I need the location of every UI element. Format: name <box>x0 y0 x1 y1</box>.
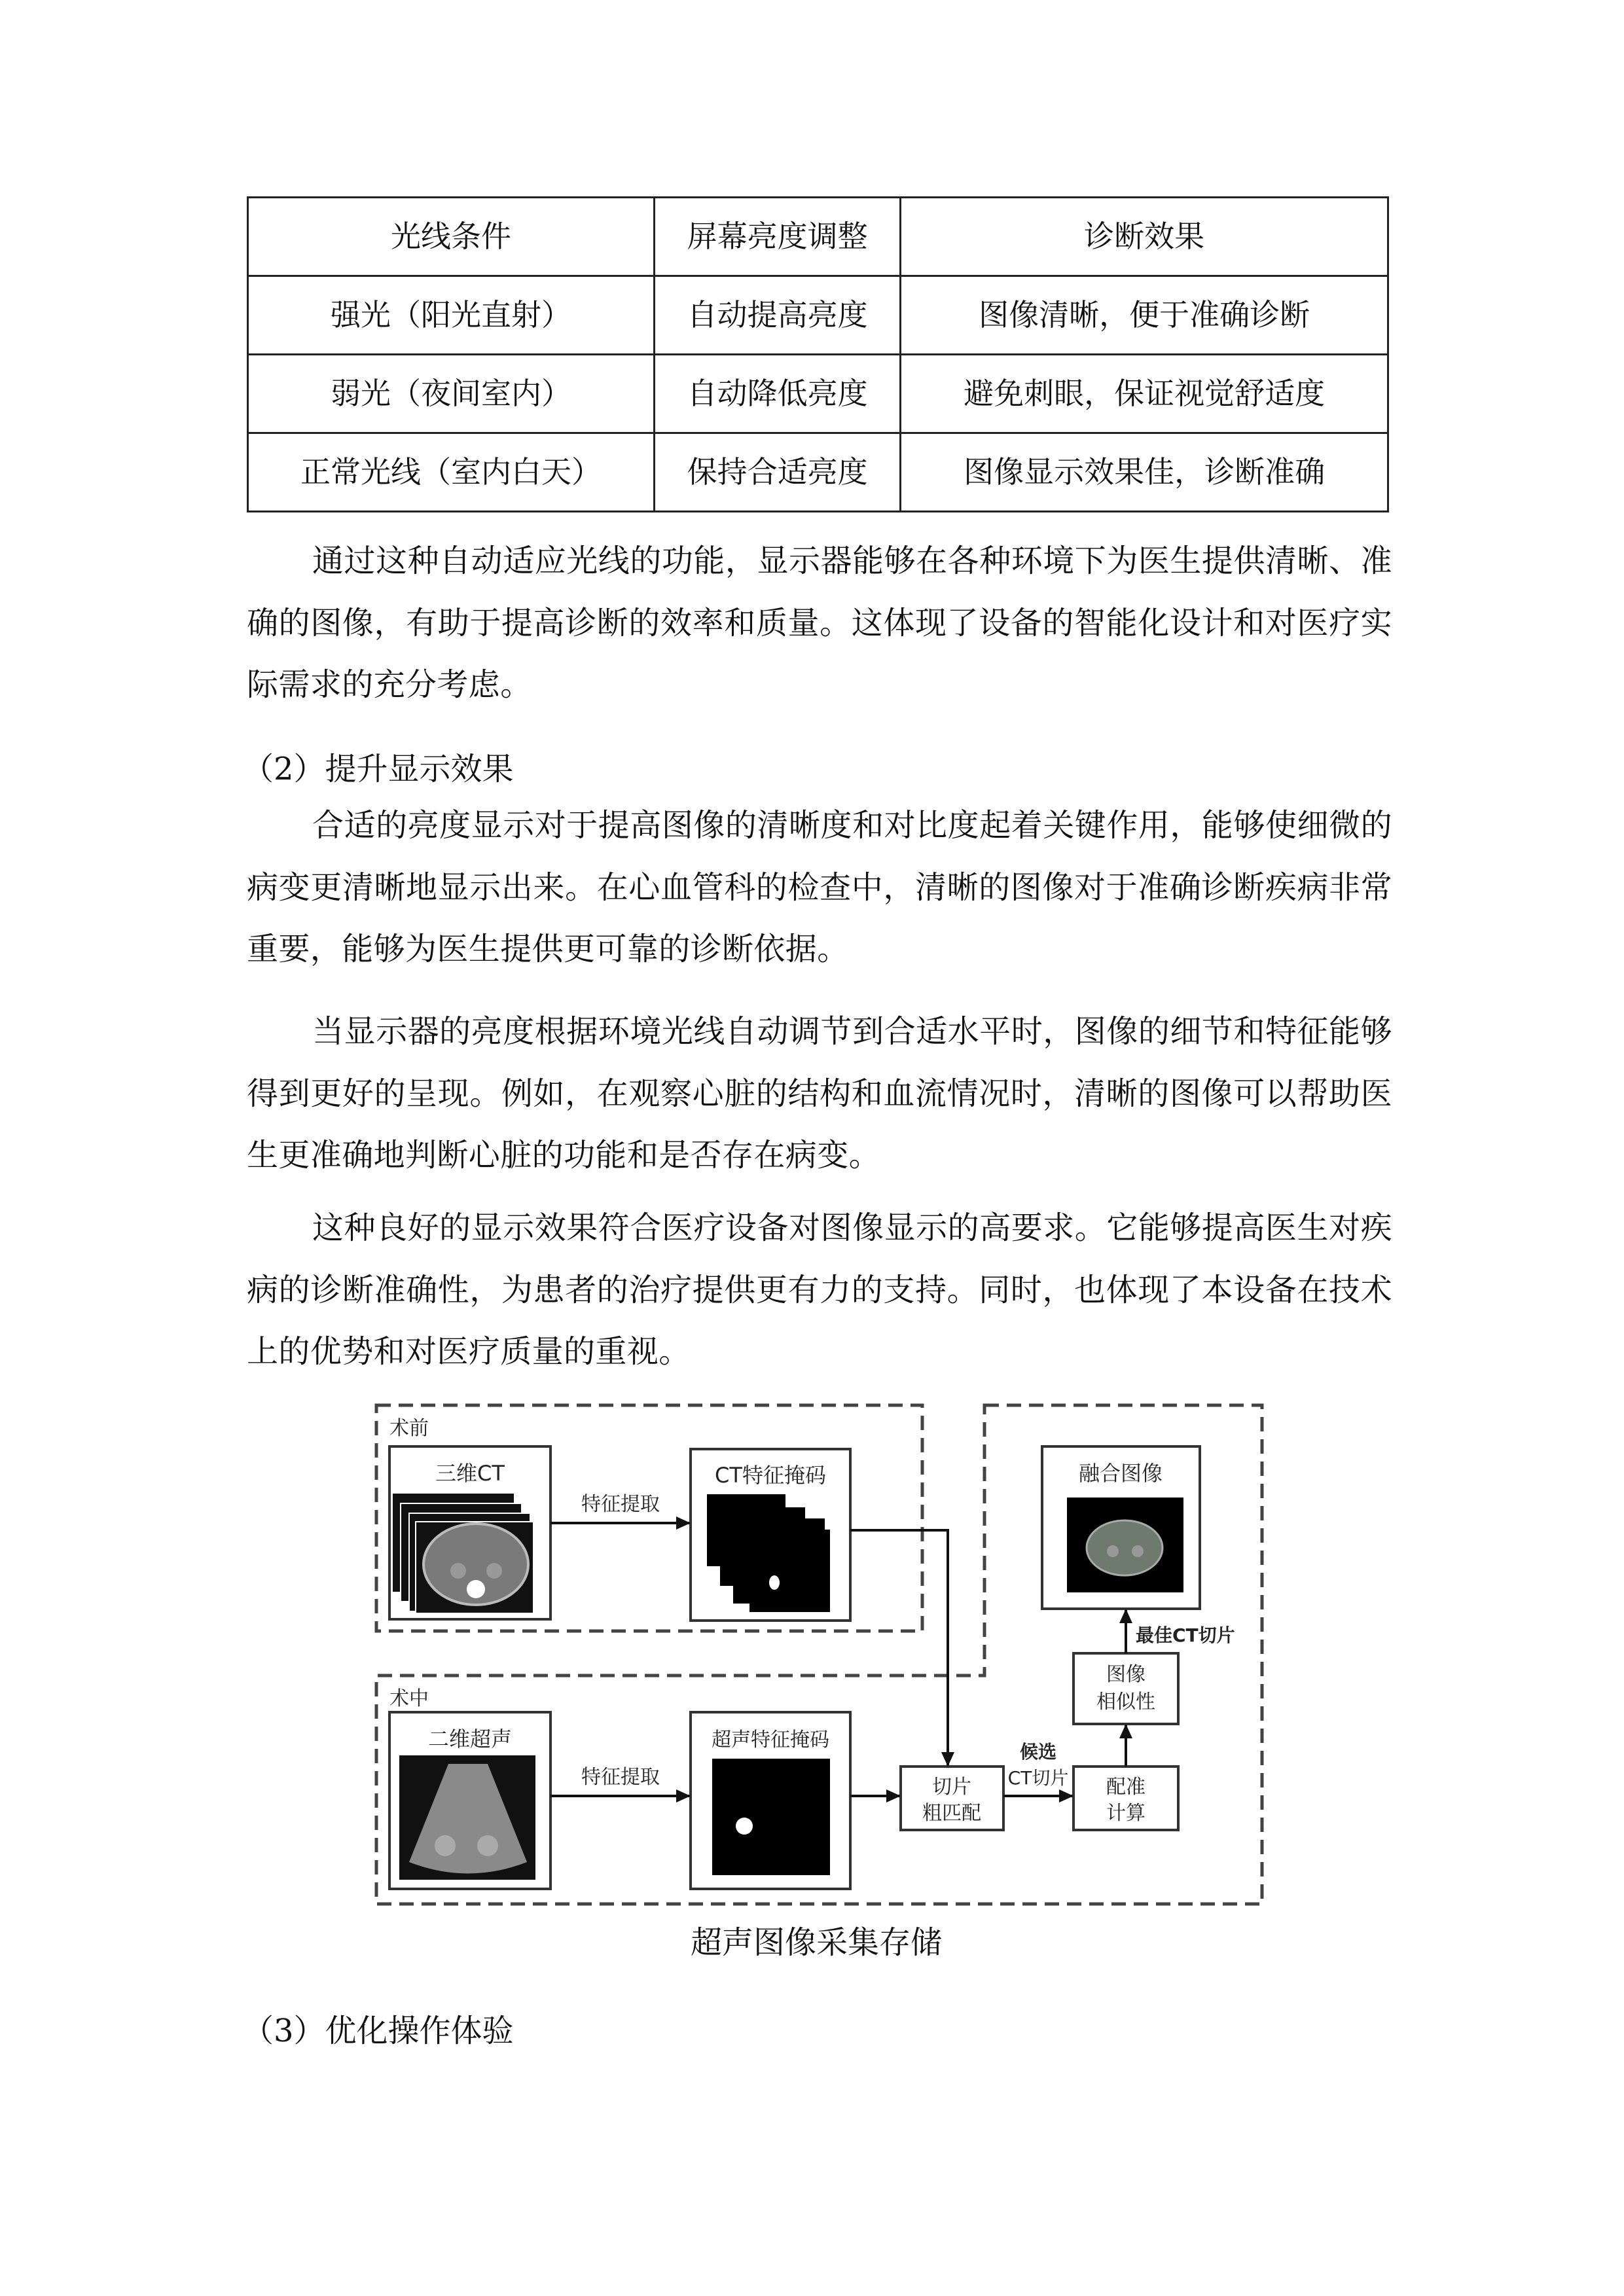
svg-text:超声特征掩码: 超声特征掩码 <box>712 1729 829 1751</box>
candidate-label: CT切片 <box>1007 1767 1069 1789</box>
table-cell: 强光（阳光直射） <box>248 276 655 355</box>
table-header: 光线条件 <box>248 198 655 276</box>
table-cell: 避免刺眼，保证视觉舒适度 <box>901 355 1388 433</box>
table-cell: 自动降低亮度 <box>654 355 900 433</box>
intraop-label: 术中 <box>389 1687 429 1710</box>
svg-text:配准: 配准 <box>1106 1776 1146 1799</box>
table-header: 屏幕亮度调整 <box>654 198 900 276</box>
figure-caption: 超声图像采集存储 <box>690 1924 942 1961</box>
table-cell: 图像显示效果佳，诊断准确 <box>901 433 1388 512</box>
svg-text:切片: 切片 <box>932 1776 971 1799</box>
table-cell: 弱光（夜间室内） <box>248 355 655 433</box>
svg-text:粗匹配: 粗匹配 <box>922 1802 981 1825</box>
registration-box <box>1074 1767 1178 1830</box>
table-cell: 图像清晰，便于准确诊断 <box>901 276 1388 355</box>
candidate-label: 候选 <box>1019 1741 1057 1763</box>
table-cell: 正常光线（室内白天） <box>248 433 655 512</box>
paragraph: 合适的亮度显示对于提高图像的清晰度和对比度起着关键作用，能够使细微的病变更清晰地显示出来。在心血管科的检查中，清晰的图像对于准确诊断疾病非常重要，能够为医生提供更可靠的诊断依据。 <box>247 807 1392 967</box>
similarity-box <box>1074 1653 1178 1724</box>
svg-text:二维超声: 二维超声 <box>427 1727 513 1751</box>
svg-text:相似性: 相似性 <box>1096 1691 1155 1713</box>
extract-label-top: 特征提取 <box>581 1493 660 1516</box>
paragraph: 当显示器的亮度根据环境光线自动调节到合适水平时，图像的细节和特征能够得到更好的呈现。例如，在观察心脏的结构和血流情况时，清晰的图像可以帮助医生更准确地判断心脏的功能和是否存在病变。 <box>247 1013 1392 1174</box>
paragraph: 这种良好的显示效果符合医疗设备对图像显示的高要求。它能够提高医生对疾病的诊断准确性，为患者的治疗提供更有力的支持。同时，也体现了本设备在技术上的优势和对医疗质量的重视。 <box>247 1210 1392 1370</box>
section-heading: （2）提升显示效果 <box>242 751 514 787</box>
preop-label: 术前 <box>389 1417 429 1440</box>
fused-image-box <box>1042 1446 1200 1609</box>
svg-text:CT特征掩码: CT特征掩码 <box>715 1463 826 1488</box>
table-cell: 自动提高亮度 <box>654 276 900 355</box>
svg-text:计算: 计算 <box>1106 1802 1146 1825</box>
ultrasound-mask-box <box>691 1712 850 1889</box>
paragraph: 通过这种自动适应光线的功能，显示器能够在各种环境下为医生提供清晰、准确的图像，有助于提高诊断的效率和质量。这体现了设备的智能化设计和对医疗实际需求的充分考虑。 <box>247 543 1392 703</box>
ultrasound-2d-box <box>389 1712 550 1889</box>
extract-label-bottom: 特征提取 <box>581 1766 660 1789</box>
ct-mask-box <box>691 1449 850 1621</box>
ct3d-box <box>389 1446 550 1619</box>
svg-text:三维CT: 三维CT <box>435 1461 505 1486</box>
table-header: 诊断效果 <box>901 198 1388 276</box>
best-slice-label: 最佳CT切片 <box>1136 1624 1235 1646</box>
section-heading: （3）优化操作体验 <box>242 2013 514 2049</box>
coarse-match-box <box>901 1767 1003 1830</box>
svg-text:图像: 图像 <box>1106 1663 1146 1686</box>
svg-text:融合图像: 融合图像 <box>1078 1461 1163 1486</box>
table-cell: 保持合适亮度 <box>654 433 900 512</box>
arrow-ct-mask-to-match <box>850 1530 948 1765</box>
